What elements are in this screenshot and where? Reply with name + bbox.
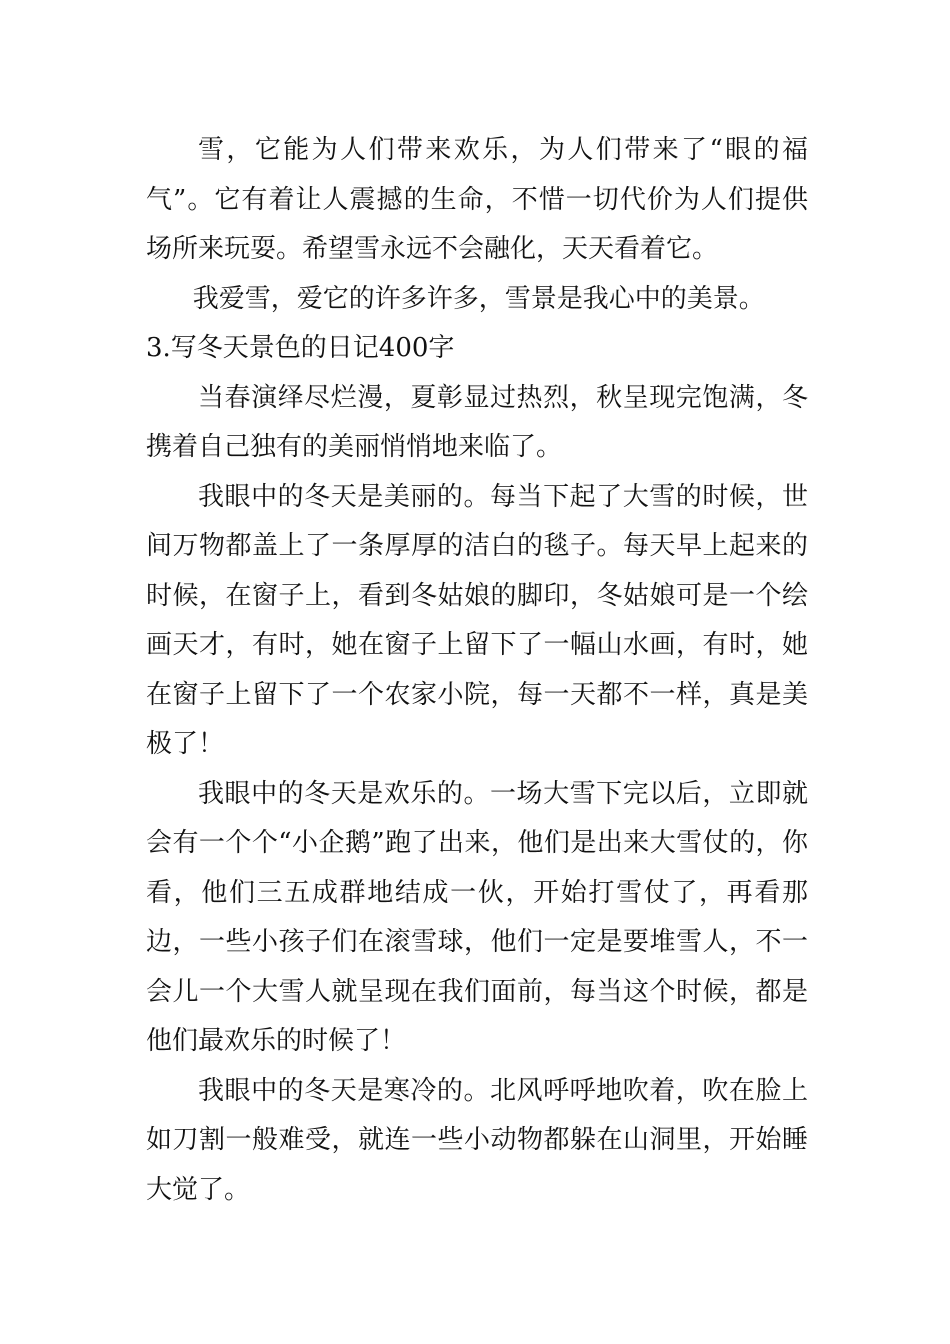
paragraph-winter-beautiful: 我眼中的冬天是美丽的。每当下起了大雪的时候，世间万物都盖上了一条厚厚的洁白的毯子。每天早上起来的时候，在窗子上，看到冬姑娘的脚印，冬姑娘可是一个绘画天才，有时，她在窗子上留下了一幅山水画，有时，她在窗子上留下了一个农家小院，每一天都不一样，真是美极了！ bbox=[146, 481, 808, 759]
document-body bbox=[146, 126, 808, 1215]
paragraph-winter-joyful: 我眼中的冬天是欢乐的。一场大雪下完以后，立即就会有一个个“小企鹅”跑了出来，他们是出来大雪仗的，你看，他们三五成群地结成一伙，开始打雪仗了，再看那边，一些小孩子们在滚雪球，他们一定是要堆雪人，不一会儿一个大雪人就呈现在我们面前，每当这个时候，都是他们最欢乐的时候了！ bbox=[146, 778, 808, 1056]
paragraph-winter-cold: 我眼中的冬天是寒冷的。北风呼呼地吹着，吹在脸上如刀割一般难受，就连一些小动物都躲在山洞里，开始睡大觉了。 bbox=[146, 1075, 808, 1205]
section-heading: 3.写冬天景色的日记400字 bbox=[146, 333, 455, 363]
paragraph-love-snow: 我爱雪，爱它的许多许多，雪景是我心中的美景。 bbox=[192, 283, 765, 314]
paragraph-winter-arrives: 当春演绎尽烂漫，夏彰显过热烈，秋呈现完饱满，冬携着自己独有的美丽悄悄地来临了。 bbox=[146, 382, 808, 462]
paragraph-snow-joy: 雪，它能为人们带来欢乐，为人们带来了“眼的福气”。它有着让人震撼的生命，不惜一切代价为人们提供场所来玩耍。希望雪永远不会融化，天天看着它。 bbox=[146, 135, 808, 264]
